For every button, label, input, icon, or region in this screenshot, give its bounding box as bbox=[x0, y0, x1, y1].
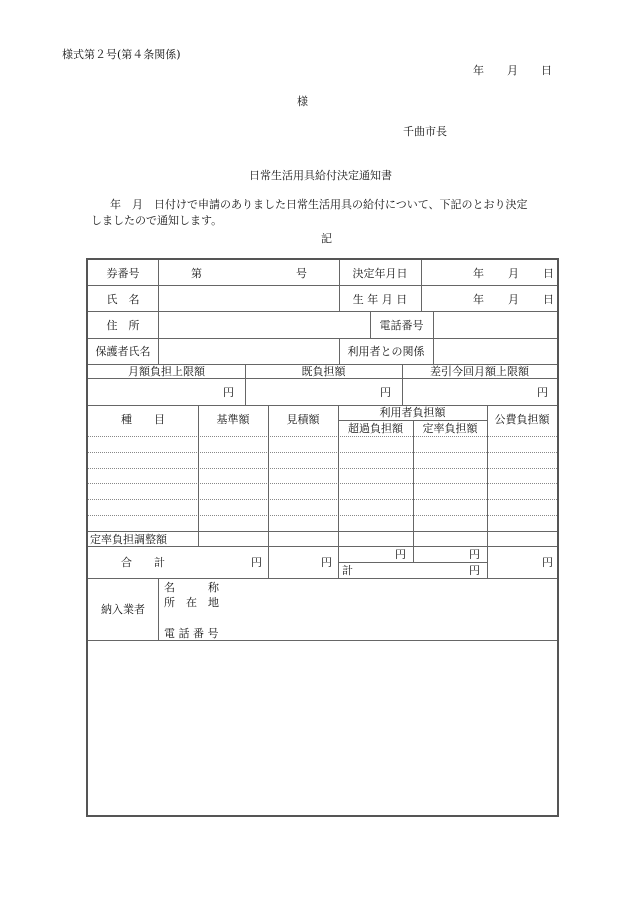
issuer-name: 千曲市長 bbox=[403, 125, 447, 138]
body-text-line1: 年 月 日付けで申請のありました日常生活用具の給付について、下記のとおり決定 bbox=[110, 198, 528, 211]
document-title: 日常生活用具給付決定通知書 bbox=[249, 169, 392, 182]
issue-date-month: 月 bbox=[507, 64, 518, 77]
ki-heading: 記 bbox=[321, 232, 332, 245]
label-name: 氏 名 bbox=[106, 293, 140, 306]
label-base-amount: 基準額 bbox=[216, 413, 250, 426]
label-decision-date: 決定年月日 bbox=[352, 267, 408, 280]
label-public-burden: 公費負担額 bbox=[494, 413, 550, 426]
label-address: 住 所 bbox=[106, 319, 140, 332]
label-fixed-rate: 定率負担額 bbox=[422, 422, 478, 435]
label-user-burden: 利用者負担額 bbox=[379, 406, 446, 419]
body-text-line2: しましたので通知します。 bbox=[91, 214, 223, 227]
issue-date-year: 年 bbox=[473, 64, 484, 77]
birth-month: 月 bbox=[508, 293, 519, 306]
label-estimate: 見積額 bbox=[286, 413, 320, 426]
form-table bbox=[86, 258, 559, 817]
label-remaining: 差引今回月額上限額 bbox=[430, 365, 529, 378]
yen-total-excess: 円 bbox=[395, 548, 406, 561]
yen-already-paid: 円 bbox=[380, 386, 391, 399]
yen-total-public: 円 bbox=[542, 556, 553, 569]
label-already-paid: 既負担額 bbox=[301, 365, 346, 378]
yen-remaining: 円 bbox=[537, 386, 548, 399]
birth-day: 日 bbox=[543, 293, 554, 306]
label-supplier-phone: 電 話 番 号 bbox=[164, 627, 219, 640]
issue-date-day: 日 bbox=[541, 64, 552, 77]
label-monthly-limit: 月額負担上限額 bbox=[128, 365, 205, 378]
label-kei: 計 bbox=[342, 564, 353, 577]
form-number: 様式第２号(第４条関係) bbox=[62, 48, 181, 61]
label-supplier: 納入業者 bbox=[101, 603, 145, 616]
addressee-suffix: 様 bbox=[297, 95, 308, 108]
label-relation: 利用者との関係 bbox=[347, 345, 425, 358]
decision-month: 月 bbox=[508, 267, 519, 280]
label-guardian: 保護者氏名 bbox=[95, 345, 151, 358]
birth-year: 年 bbox=[473, 293, 484, 306]
label-supplier-address: 所 在 地 bbox=[164, 596, 219, 609]
label-phone: 電話番号 bbox=[379, 319, 424, 332]
label-item-type: 種 目 bbox=[121, 413, 165, 426]
label-supplier-name: 名 称 bbox=[164, 581, 219, 594]
yen-total-estimate: 円 bbox=[321, 556, 332, 569]
yen-total-fixed: 円 bbox=[469, 548, 480, 561]
label-ticket-no: 券番号 bbox=[106, 267, 140, 280]
label-excess: 超過負担額 bbox=[348, 422, 403, 435]
label-adjust: 定率負担調整額 bbox=[90, 533, 167, 546]
label-birth-date: 生 年 月 日 bbox=[352, 293, 408, 306]
label-go: 号 bbox=[296, 267, 307, 280]
yen-monthly-limit: 円 bbox=[223, 386, 234, 399]
yen-kei: 円 bbox=[469, 564, 480, 577]
decision-year: 年 bbox=[473, 267, 484, 280]
decision-day: 日 bbox=[543, 267, 554, 280]
label-dai: 第 bbox=[191, 267, 202, 280]
yen-total-base: 円 bbox=[251, 556, 262, 569]
label-total: 合 計 bbox=[121, 556, 165, 569]
